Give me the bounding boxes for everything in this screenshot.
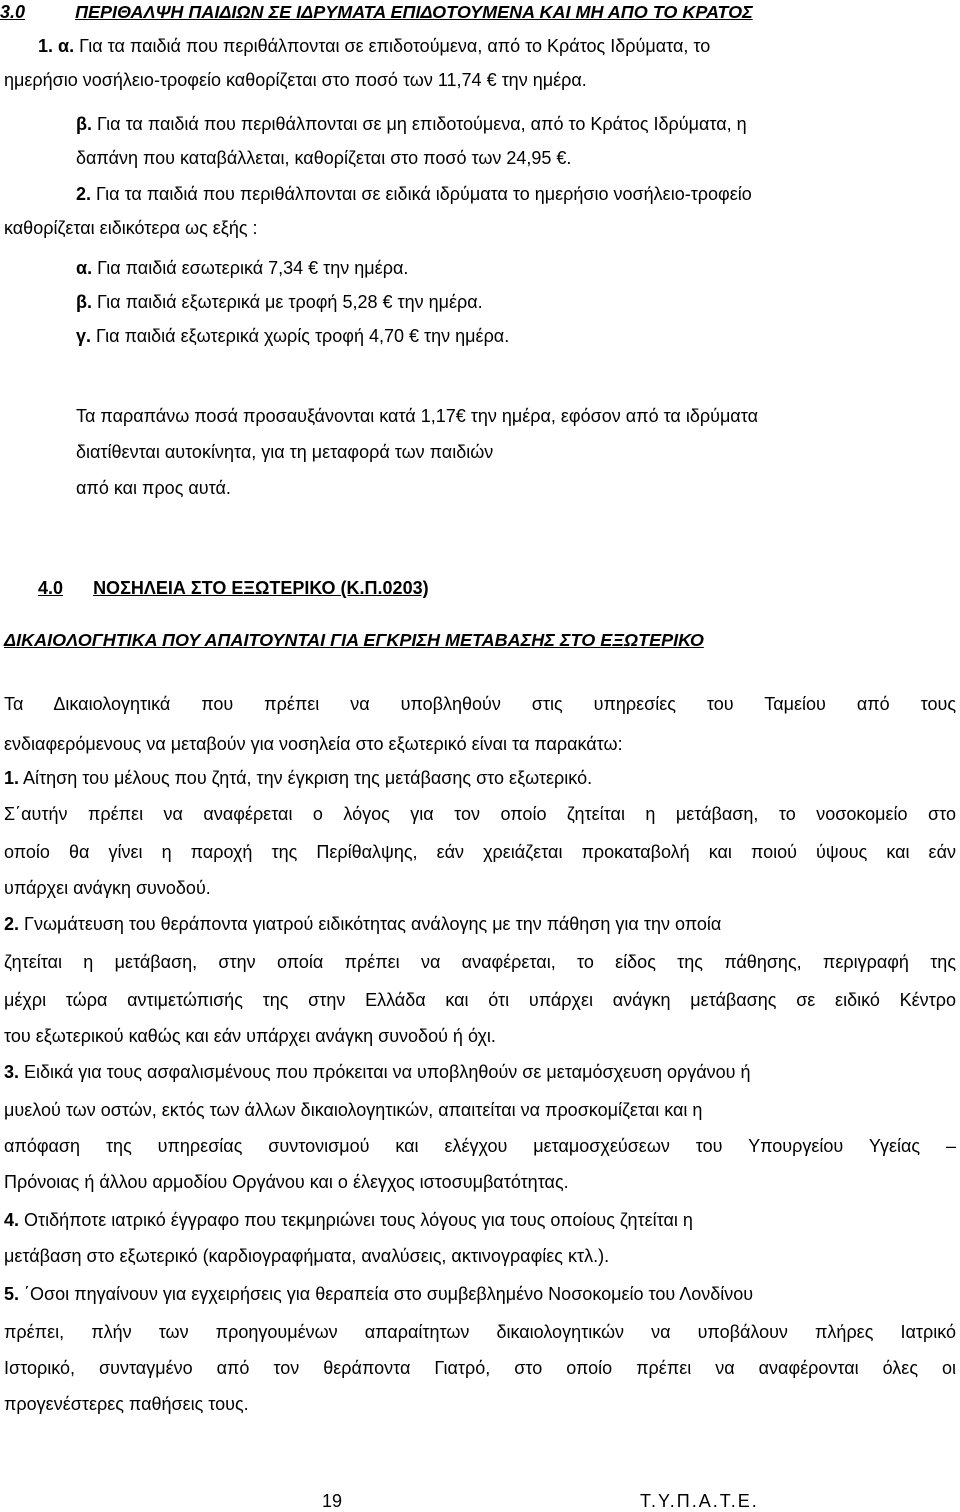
para-1b-line1 [76, 112, 956, 136]
req-3-line3: απόφαση της υπηρεσίας συντονισμού και ελέγχου μεταμοσχεύσεων του Υπουργείου Υγείας – [4, 1136, 956, 1156]
extra-line2: διατίθενται αυτοκίνητα, για τη μεταφορά των παιδιών [76, 442, 494, 462]
section4-heading-num: 4.0 [38, 578, 64, 598]
section3-heading-text: ΠΕΡΙΘΑΛΨΗ ΠΑΙΔΙΩΝ ΣΕ ΙΔΡΥΜΑΤΑ ΕΠΙΔΟΤΟΥΜΕΝΑ ΚΑΙ ΜΗ ΑΠΟ ΤΟ ΚΡΑΤΟΣ [75, 2, 753, 22]
para-2-line1 [76, 182, 752, 206]
req-2-line4: του εξωτερικού καθώς και εάν υπάρχει ανάγκη συνοδού ή όχι. [4, 1026, 496, 1046]
req-3-line2: μυελού των οστών, εκτός των άλλων δικαιολογητικών, απαιτείται να προσκομίζεται και η [4, 1100, 703, 1120]
item-a [76, 256, 408, 280]
section4-heading [38, 576, 429, 600]
extra-line1: Τα παραπάνω ποσά προσαυξάνονται κατά 1,17€ την ημέρα, εφόσον από τα ιδρύματα [76, 406, 758, 426]
intro-line1: Τα Δικαιολογητικά που πρέπει να υποβληθούν στις υπηρεσίες του Ταμείου από τους [4, 694, 956, 714]
req-5-num: 5. [4, 1284, 20, 1304]
req-1-line2: Σ΄αυτήν πρέπει να αναφέρεται ο λόγος για τον οποίο ζητείται η μετάβαση, το νοσοκομείο στο [4, 804, 956, 824]
footer-org: Τ.Υ.Π.Α.Τ.Ε. [640, 1491, 759, 1511]
para-1a-line1 [38, 34, 956, 58]
item-b-text: Για παιδιά εξωτερικά με τροφή 5,28 € την ημέρα. [97, 292, 483, 312]
req-3-num: 3. [4, 1062, 20, 1082]
req-4-line2: μετάβαση στο εξωτερικό (καρδιογραφήματα, αναλύσεις, ακτινογραφίες κτλ.). [4, 1246, 610, 1266]
para-2-line2: καθορίζεται ειδικότερα ως εξής : [4, 218, 258, 238]
item-b [76, 290, 483, 314]
item-c-text: Για παιδιά εξωτερικά χωρίς τροφή 4,70 € την ημέρα. [96, 326, 510, 346]
req-2-num: 2. [4, 914, 20, 934]
intro-line2: ενδιαφερόμενους να μεταβούν για νοσηλεία στο εξωτερικό είναι τα παρακάτω: [4, 734, 623, 754]
req-1-num: 1. [4, 768, 20, 788]
section3-heading [0, 0, 753, 24]
req-5-line2: πρέπει, πλήν των προηγουμένων απαραίτητων δικαιολογητικών να υποβάλουν πλήρες Ιατρικό [4, 1322, 956, 1342]
req-1-text: Αίτηση του μέλους που ζητά, την έγκριση της μετάβασης στο εξωτερικό. [23, 768, 593, 788]
para-2-num: 2. [76, 184, 92, 204]
para-1a-text: Για τα παιδιά που περιθάλπονται σε επιδοτούμενα, από το Κράτος Ιδρύματα, το [79, 36, 711, 56]
item-a-num: α. [76, 258, 93, 278]
req-3-text: Ειδικά για τους ασφαλισμένους που πρόκειται να υποβληθούν σε μεταμόσχευση οργάνου ή [24, 1062, 751, 1082]
para-1a-line2: ημερήσιο νοσήλειο-τροφείο καθορίζεται στο ποσό των 11,74 € την ημέρα. [4, 70, 587, 90]
req-3-line1 [4, 1060, 751, 1084]
item-b-num: β. [76, 292, 92, 312]
req-2-line2: ζητείται η μετάβαση, στην οποία πρέπει να αναφέρεται, το είδος της πάθησης, περιγραφή της [4, 952, 956, 972]
para-1a-num: 1. α. [38, 36, 75, 56]
item-c-num: γ. [76, 326, 92, 346]
req-2-text: Γνωμάτευση του θεράποντα γιατρού ειδικότητας ανάλογης με την πάθηση για την οποία [24, 914, 722, 934]
req-4-line1 [4, 1208, 693, 1232]
para-1b-num: β. [76, 114, 92, 134]
item-a-text: Για παιδιά εσωτερικά 7,34 € την ημέρα. [97, 258, 409, 278]
page-number: 19 [322, 1491, 343, 1511]
req-5-line4: προγενέστερες παθήσεις τους. [4, 1394, 249, 1414]
req-1-line4: υπάρχει ανάγκη συνοδού. [4, 878, 211, 898]
extra-line3: από και προς αυτά. [76, 478, 231, 498]
para-1b-line2: δαπάνη που καταβάλλεται, καθορίζεται στο ποσό των 24,95 €. [76, 148, 572, 168]
item-c [76, 324, 509, 348]
section4-subheading-text: ΔΙΚΑΙΟΛΟΓΗΤΙΚΑ ΠΟΥ ΑΠΑΙΤΟΥΝΤΑΙ ΓΙΑ ΕΓΚΡΙΣΗ ΜΕΤΑΒΑΣΗΣ ΣΤΟ ΕΞΩΤΕΡΙΚΟ [4, 630, 704, 650]
para-1b-text: Για τα παιδιά που περιθάλπονται σε μη επιδοτούμενα, από το Κράτος Ιδρύματα, η [97, 114, 747, 134]
req-3-line4: Πρόνοιας ή άλλου αρμοδίου Οργάνου και ο έλεγχος ιστοσυμβατότητας. [4, 1172, 569, 1192]
req-5-line1 [4, 1282, 753, 1306]
req-2-line3: μέχρι τώρα αντιμετώπισής της στην Ελλάδα και ότι υπάρχει ανάγκη μετάβασης σε ειδικό Κέντρο [4, 990, 956, 1010]
req-2-line1 [4, 912, 956, 936]
section4-heading-text: ΝΟΣΗΛΕΙΑ ΣΤΟ ΕΞΩΤΕΡΙΚΟ (Κ.Π.0203) [93, 578, 429, 598]
req-1-line3: οποίο θα γίνει η παροχή της Περίθαλψης, εάν χρειάζεται προκαταβολή και ποιού ύψους και εάν [4, 842, 956, 862]
para-2-text: Για τα παιδιά που περιθάλπονται σε ειδικά ιδρύματα το ημερήσιο νοσήλειο-τροφείο [96, 184, 752, 204]
req-4-text: Οτιδήποτε ιατρικό έγγραφο που τεκμηριώνει τους λόγους για τους οποίους ζητείται η [24, 1210, 693, 1230]
req-5-line3: Ιστορικό, συνταγμένο από τον θεράποντα Γιατρό, στο οποίο πρέπει να αναφέρονται όλες οι [4, 1358, 956, 1378]
req-4-num: 4. [4, 1210, 20, 1230]
req-5-text: ΄Οσοι πηγαίνουν για εγχειρήσεις για θεραπεία στο συμβεβλημένο Νοσοκομείο του Λονδίνου [24, 1284, 754, 1304]
section3-heading-num: 3.0 [0, 2, 26, 22]
section4-subheading [4, 628, 704, 652]
req-1-line1 [4, 766, 592, 790]
